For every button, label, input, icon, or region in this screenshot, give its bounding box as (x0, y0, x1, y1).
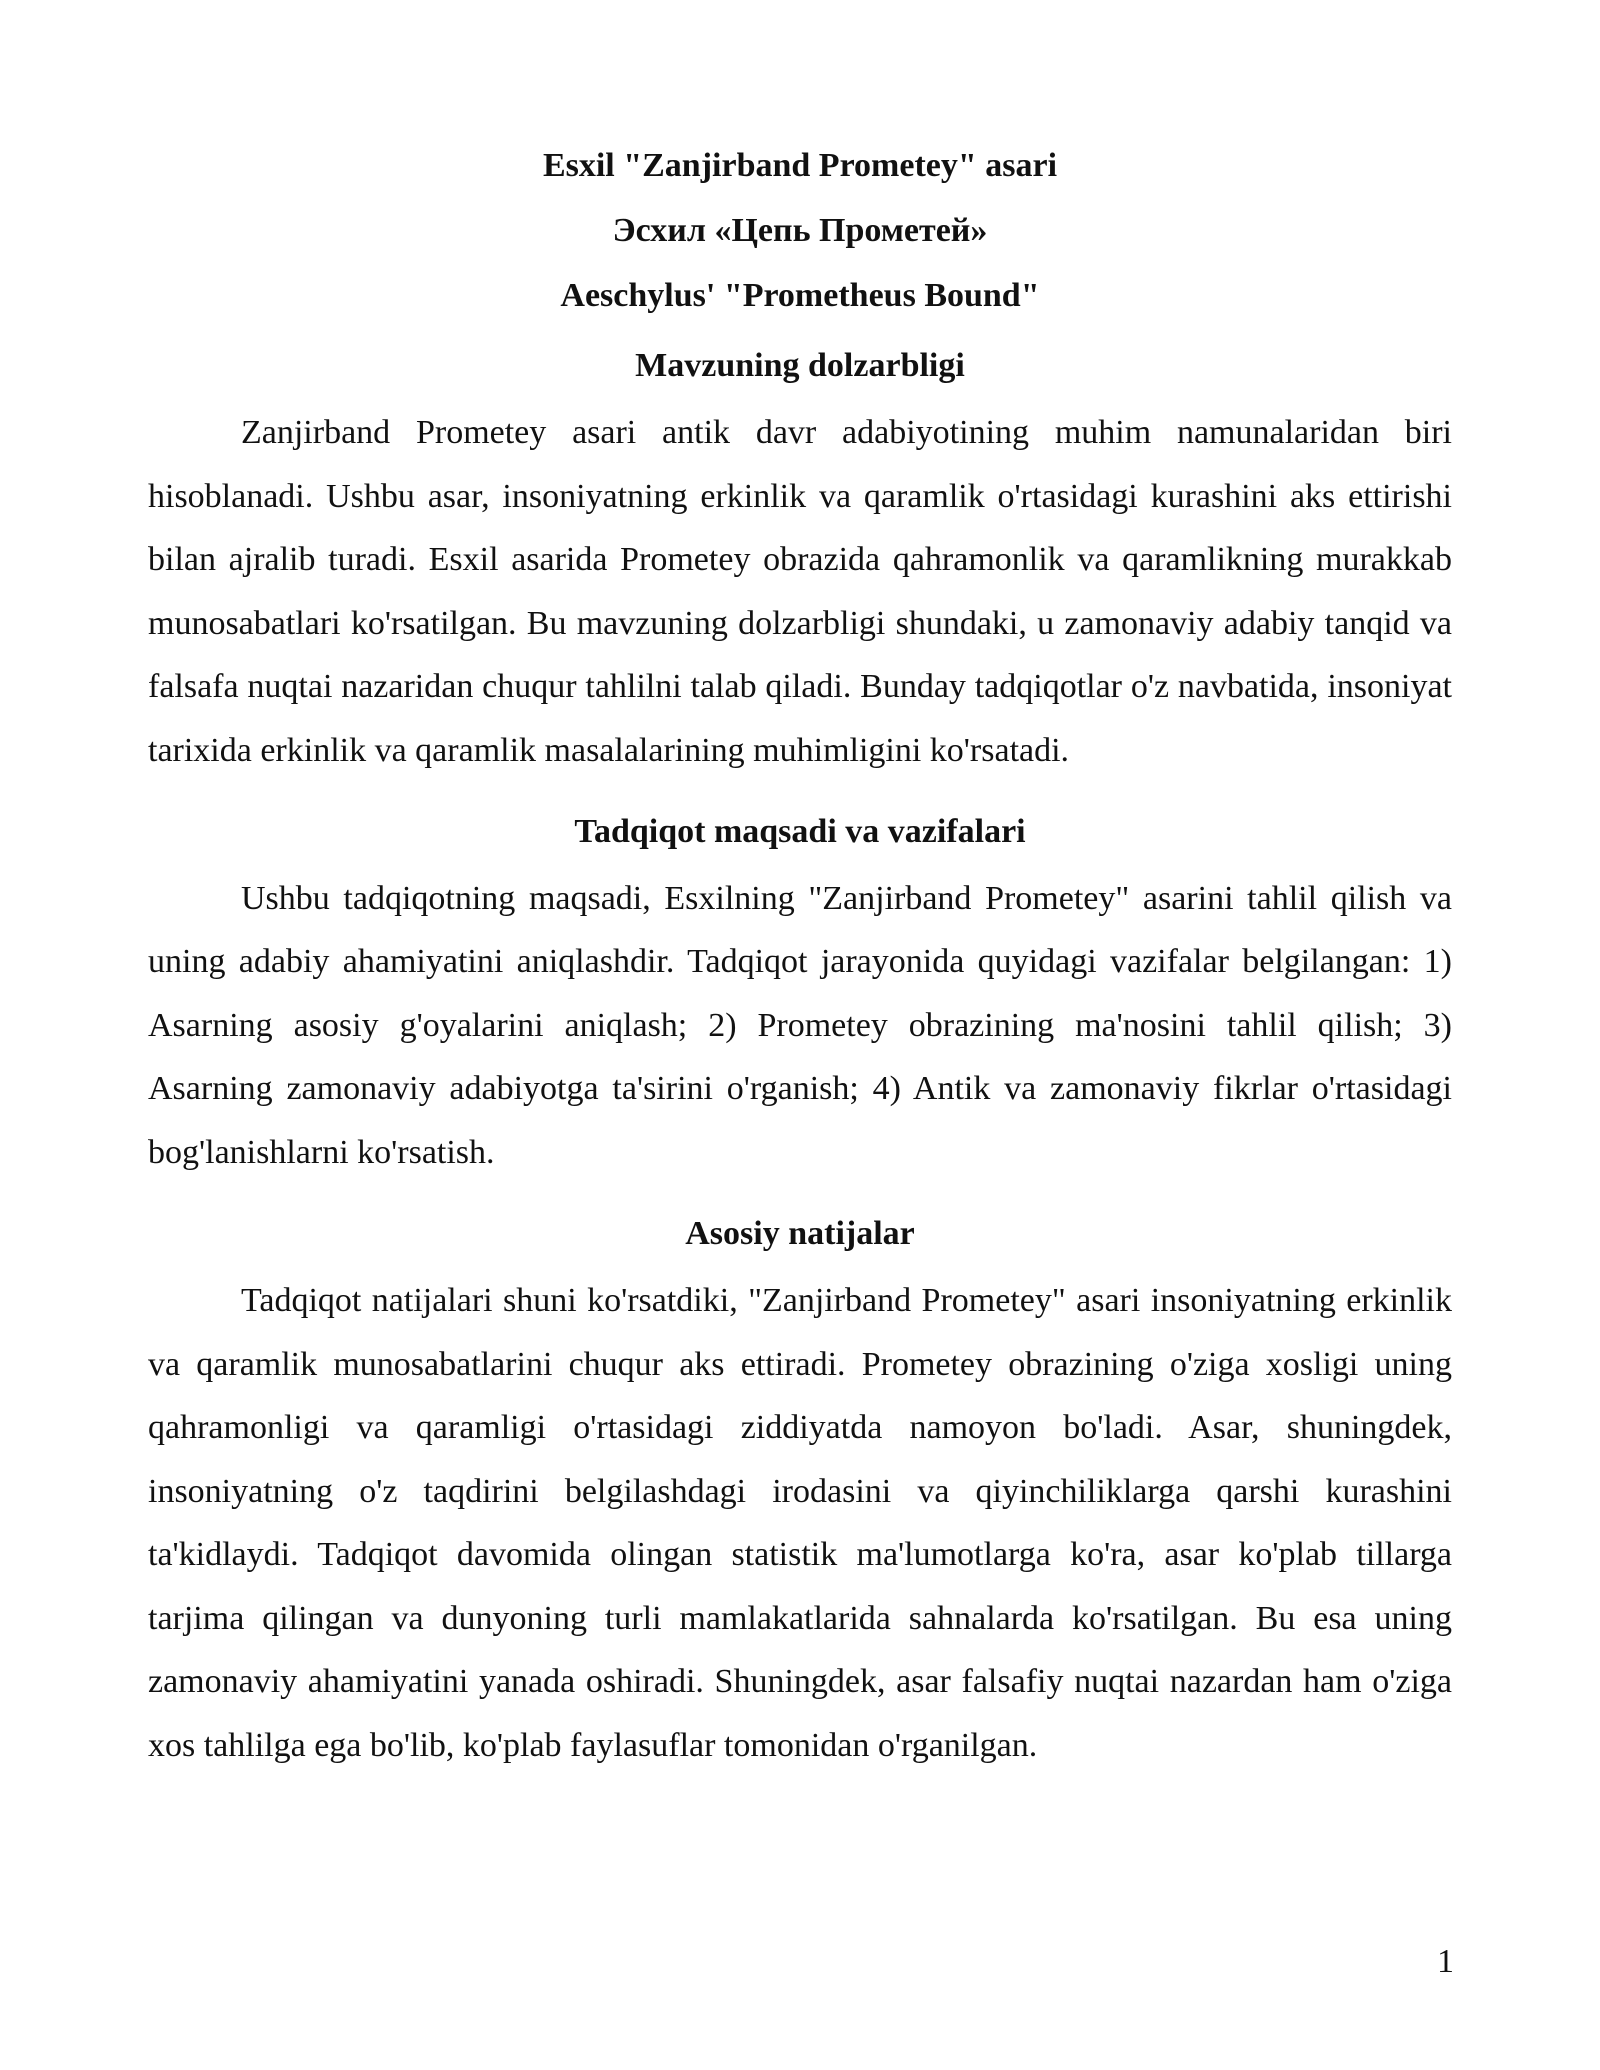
section-paragraph: Ushbu tadqiqotning maqsadi, Esxilning "Zanjirband Prometey" asarini tahlil qilish va uning adabiy ahamiyatini aniqlashdir. Tadqiqot jarayonida quyidagi vazifalar belgilangan: 1) Asarning asosiy g'oyalarini aniqlash; 2) Prometey obrazining ma'nosini tahlil qilish; 3) Asarning zamonaviy adabiyotga ta'sirini o'rganish; 4) Antik va zamonaviy fikrlar o'rtasidagi bog'lanishlarni ko'rsatish. (148, 879, 1452, 1171)
section-heading: Asosiy natijalar (685, 1215, 915, 1253)
title-uzbek: Esxil "Zanjirband Prometey" asari (542, 147, 1058, 184)
section-paragraph: Zanjirband Prometey asari antik davr adabiyotining muhim namunalaridan biri hisoblanadi. Ushbu asar, insoniyatning erkinlik va qaramlik o'rtasidagi kurashini aks ettirishi bilan ajralib turadi. Esxil asarida Prometey obrazida qahramonlik va qaramlikning murakkab munosabatlari ko'rsatilgan. Bu mavzuning dolzarbligi shundaki, u zamonaviy adabiy tanqid va falsafa nuqtai nazaridan chuqur tahlilni talab qiladi. Bunday tadqiqotlar o'z navbatida, insoniyat tarixida erkinlik va qaramlik masalalarining muhimligini ko'rsatadi. (148, 414, 1452, 769)
section-goals-tasks (148, 812, 1452, 1184)
section-relevance (148, 346, 1452, 782)
section-paragraph: Tadqiqot natijalari shuni ko'rsatdiki, "Zanjirband Prometey" asari insoniyatning erkinlik va qaramlik munosabatlarini chuqur aks ettiradi. Prometey obrazining o'ziga xosligi uning qahramonligi va qaramligi o'rtasidagi ziddiyatda namoyon bo'ladi. Asar, shuningdek, insoniyatning o'z taqdirini belgilashdagi irodasini va qiyinchiliklarga qarshi kurashini ta'kidlaydi. Tadqiqot davomida olingan statistik ma'lumotlarga ko'ra, asar ko'plab tillarga tarjima qilingan va dunyoning turli mamlakatlarida sahnalarda ko'rsatilgan. Bu esa uning zamonaviy ahamiyatini yanada oshiradi. Shuningdek, asar falsafiy nuqtai nazardan ham o'ziga xos tahlilga ega bo'lib, ko'plab faylasuflar tomonidan o'rganilgan. (148, 1282, 1452, 1764)
section-main-results (148, 1214, 1452, 1777)
page-number: 1 (1437, 1943, 1454, 1980)
section-heading: Tadqiqot maqsadi va vazifalari (574, 813, 1026, 851)
document-page (148, 140, 1452, 1777)
title-russian: Эсхил «Цепь Прометей» (612, 211, 988, 249)
title-english: Aeschylus' "Prometheus Bound" (560, 276, 1040, 314)
section-heading: Mavzuning dolzarbligi (635, 347, 965, 385)
